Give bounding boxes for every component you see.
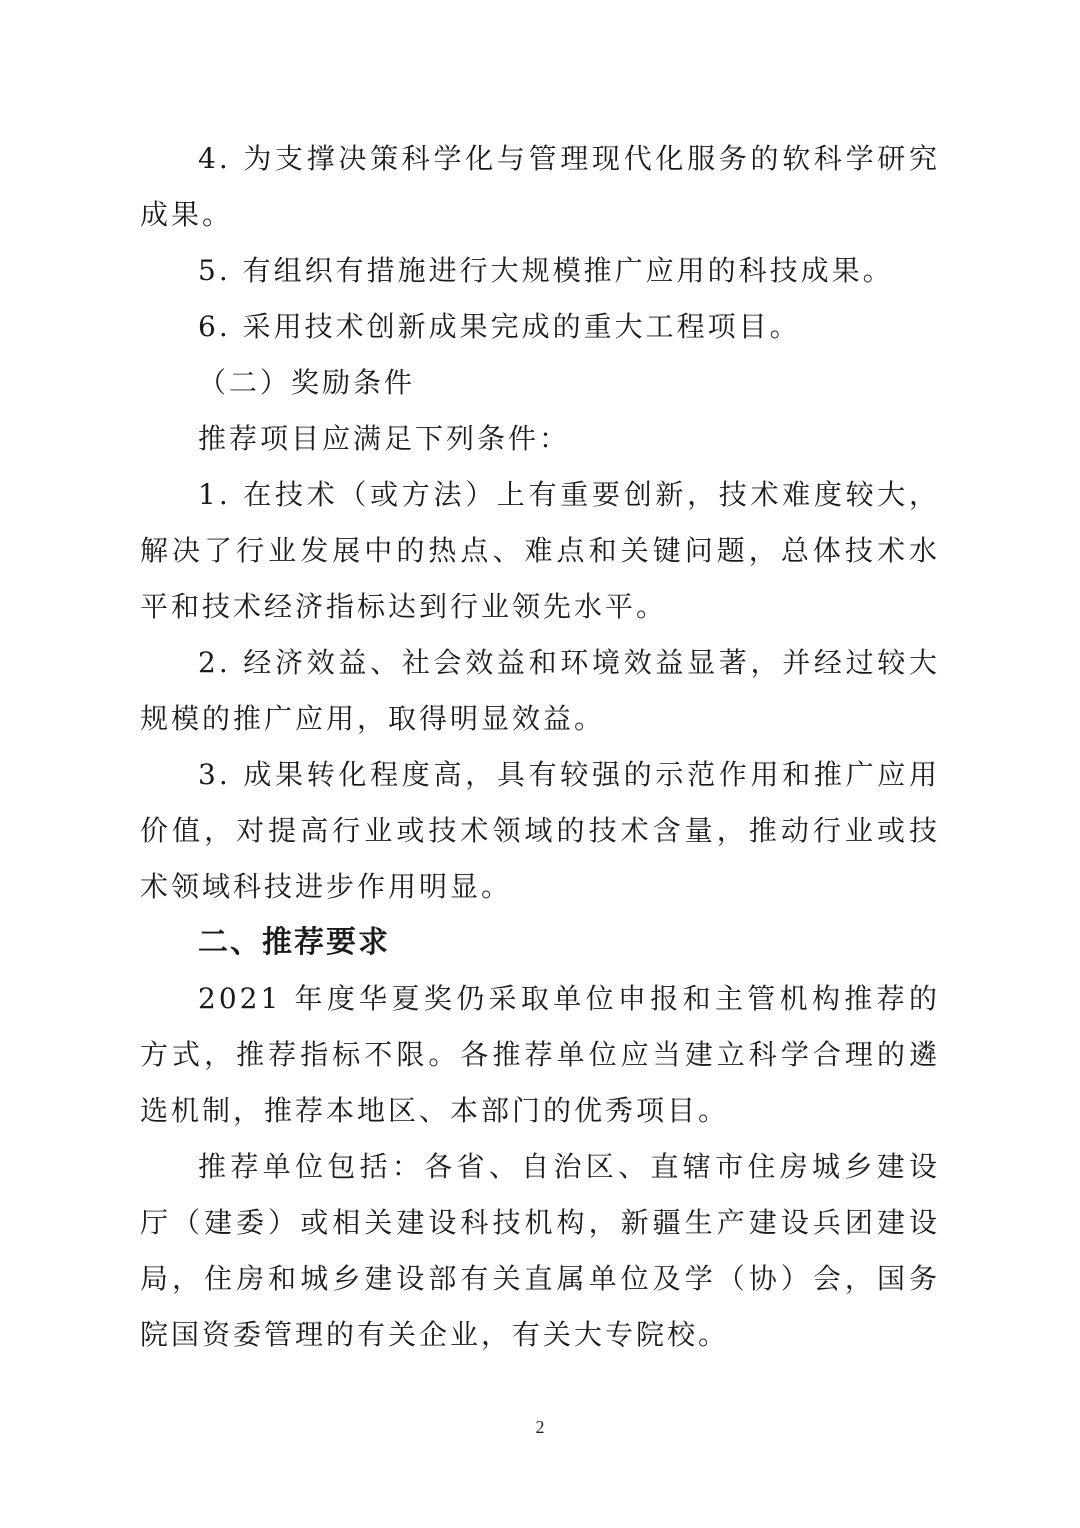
paragraph-item-5: 5. 有组织有措施进行大规模推广应用的科技成果。	[198, 254, 894, 287]
paragraph-conditions-intro: 推荐项目应满足下列条件：	[198, 422, 571, 455]
paragraph-recommendation-method: 2021 年度华夏奖仍采取单位申报和主管机构推荐的方式，推荐指标不限。各推荐单位应当建立科学合理的遴选机制，推荐本地区、本部门的优秀项目。	[140, 982, 940, 1127]
paragraph-condition-3: 3. 成果转化程度高，具有较强的示范作用和推广应用价值，对提高行业或技术领域的技术含量，推动行业或技术领域科技进步作用明显。	[140, 758, 940, 903]
paragraph-condition-1: 1. 在技术（或方法）上有重要创新，技术难度较大，解决了行业发展中的热点、难点和关键问题，总体技术水平和技术经济指标达到行业领先水平。	[140, 478, 940, 623]
section-subheading-award-conditions: （二）奖励条件	[198, 366, 416, 399]
paragraph-item-4: 4. 为支撑决策科学化与管理现代化服务的软科学研究成果。	[140, 142, 940, 231]
document-body	[140, 131, 940, 1363]
page-number: 2	[535, 1417, 545, 1437]
paragraph-item-6: 6. 采用技术创新成果完成的重大工程项目。	[198, 310, 801, 343]
section-heading-recommendation-requirements: 二、推荐要求	[198, 925, 390, 960]
paragraph-recommending-units: 推荐单位包括：各省、自治区、直辖市住房城乡建设厅（建委）或相关建设科技机构，新疆生产建设兵团建设局，住房和城乡建设部有关直属单位及学（协）会，国务院国资委管理的有关企业，有关大专院校。	[140, 1150, 940, 1351]
paragraph-condition-2: 2. 经济效益、社会效益和环境效益显著，并经过较大规模的推广应用，取得明显效益。	[140, 646, 940, 735]
